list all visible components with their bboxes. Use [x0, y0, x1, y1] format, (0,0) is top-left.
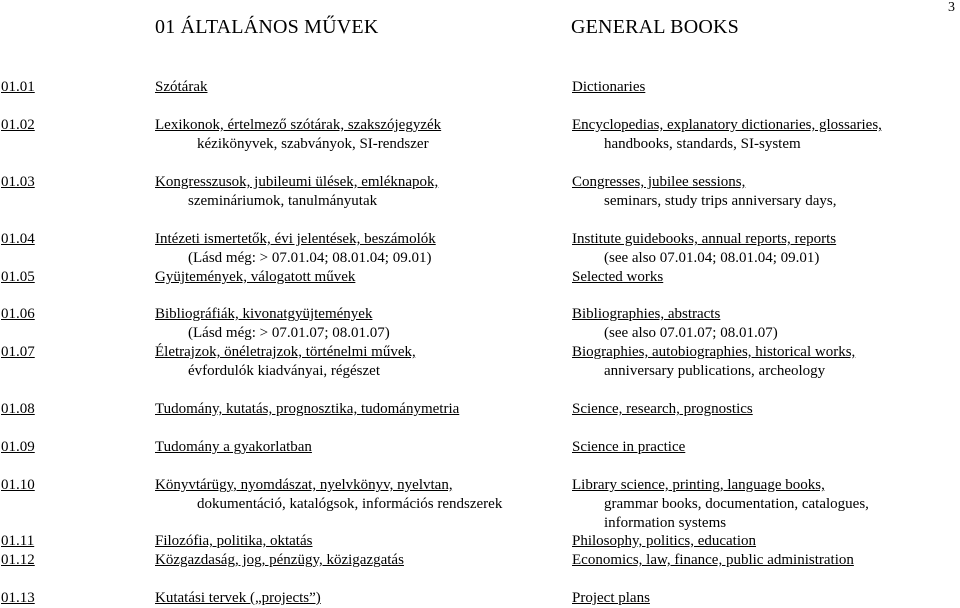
en-line: Congresses, jubilee sessions, — [572, 174, 746, 190]
entry-hungarian-text — [155, 305, 535, 343]
entry-hungarian-text — [155, 268, 535, 287]
en-line: grammar books, documentation, catalogues, — [604, 496, 869, 512]
en-line: Bibliographies, abstracts — [572, 306, 721, 322]
en-line: Economics, law, finance, public administration — [572, 552, 854, 568]
en-line: handbooks, standards, SI-system — [604, 136, 801, 152]
en-line: Science, research, prognostics — [572, 401, 753, 417]
entry-hungarian-text — [155, 476, 535, 514]
en-line: Dictionaries — [572, 79, 646, 95]
entry-code: 01.02 — [1, 117, 35, 133]
entry-hungarian-text — [155, 400, 535, 419]
entry-code: 01.10 — [1, 477, 35, 493]
en-line: Project plans — [572, 590, 650, 606]
entry-code: 01.13 — [1, 590, 35, 606]
entry-english-text — [572, 116, 957, 154]
hu-line: Könyvtárügy, nyomdászat, nyelvkönyv, nyelvtan, — [155, 477, 453, 493]
entry-hungarian-text — [155, 589, 535, 608]
hu-line: Gyüjtemények, válogatott művek — [155, 269, 356, 285]
entry-english-text — [572, 532, 957, 551]
en-line: Institute guidebooks, annual reports, reports — [572, 231, 837, 247]
hu-line: Bibliográfiák, kivonatgyüjtemények — [155, 306, 373, 322]
page-number: 3 — [948, 0, 955, 15]
entry-code: 01.11 — [1, 533, 35, 549]
hu-line: évfordulók kiadványai, régészet — [188, 363, 381, 379]
hu-line: Tudomány, kutatás, prognosztika, tudománymetria — [155, 401, 460, 417]
entry-english-text — [572, 173, 957, 211]
hu-line: Szótárak — [155, 79, 208, 95]
en-line: Science in practice — [572, 439, 686, 455]
hu-line: szemináriumok, tanulmányutak — [188, 193, 378, 209]
entry-english-text — [572, 343, 957, 381]
entry-code: 01.01 — [1, 79, 35, 95]
hu-line: Közgazdaság, jog, pénzügy, közigazgatás — [155, 552, 404, 568]
hu-line: Lexikonok, értelmező szótárak, szakszójegyzék — [155, 117, 442, 133]
hu-line: Kutatási tervek („projects”) — [155, 590, 321, 606]
hu-line: kézikönyvek, szabványok, SI-rendszer — [197, 136, 429, 152]
entry-code: 01.05 — [1, 269, 35, 285]
section-heading-hungarian: 01 ÁLTALÁNOS MŰVEK — [155, 16, 379, 38]
hu-line: Életrajzok, önéletrajzok, történelmi művek, — [155, 344, 416, 360]
hu-line: (Lásd még: > 07.01.07; 08.01.07) — [188, 325, 390, 341]
entry-english-text — [572, 305, 957, 343]
hu-line: Intézeti ismertetők, évi jelentések, beszámolók — [155, 231, 436, 247]
entry-hungarian-text — [155, 532, 535, 551]
entry-hungarian-text — [155, 343, 535, 381]
en-line: Philosophy, politics, education — [572, 533, 757, 549]
en-line: (see also 07.01.04; 08.01.04; 09.01) — [604, 250, 820, 266]
entry-hungarian-text — [155, 551, 535, 570]
hu-line: Kongresszusok, jubileumi ülések, emléknapok, — [155, 174, 439, 190]
entry-code: 01.04 — [1, 231, 35, 247]
entry-code: 01.08 — [1, 401, 35, 417]
hu-line: (Lásd még: > 07.01.04; 08.01.04; 09.01) — [188, 250, 432, 266]
entry-english-text — [572, 476, 957, 533]
en-line: Selected works — [572, 269, 664, 285]
entry-code: 01.09 — [1, 439, 35, 455]
entry-code: 01.12 — [1, 552, 35, 568]
en-line: Encyclopedias, explanatory dictionaries, glossaries, — [572, 117, 882, 133]
section-heading-english: GENERAL BOOKS — [571, 16, 739, 38]
entry-code: 01.06 — [1, 306, 35, 322]
hu-line: dokumentáció, katalógsok, információs rendszerek — [197, 496, 503, 512]
entry-hungarian-text — [155, 116, 535, 154]
entry-code: 01.07 — [1, 344, 35, 360]
entry-english-text — [572, 268, 957, 287]
entry-english-text — [572, 78, 957, 97]
hu-line: Tudomány a gyakorlatban — [155, 439, 312, 455]
entry-hungarian-text — [155, 173, 535, 211]
en-line: Biographies, autobiographies, historical works, — [572, 344, 856, 360]
entry-english-text — [572, 438, 957, 457]
en-line: anniversary publications, archeology — [604, 363, 826, 379]
en-line: (see also 07.01.07; 08.01.07) — [604, 325, 778, 341]
entry-english-text — [572, 589, 957, 608]
entry-english-text — [572, 400, 957, 419]
entry-english-text — [572, 230, 957, 268]
entry-english-text — [572, 551, 957, 570]
entry-code: 01.03 — [1, 174, 35, 190]
en-line: information systems — [604, 515, 727, 531]
entry-hungarian-text — [155, 230, 535, 268]
en-line: Library science, printing, language books, — [572, 477, 825, 493]
hu-line: Filozófia, politika, oktatás — [155, 533, 313, 549]
entry-hungarian-text — [155, 438, 535, 457]
en-line: seminars, study trips anniversary days, — [604, 193, 837, 209]
entry-hungarian-text — [155, 78, 535, 97]
